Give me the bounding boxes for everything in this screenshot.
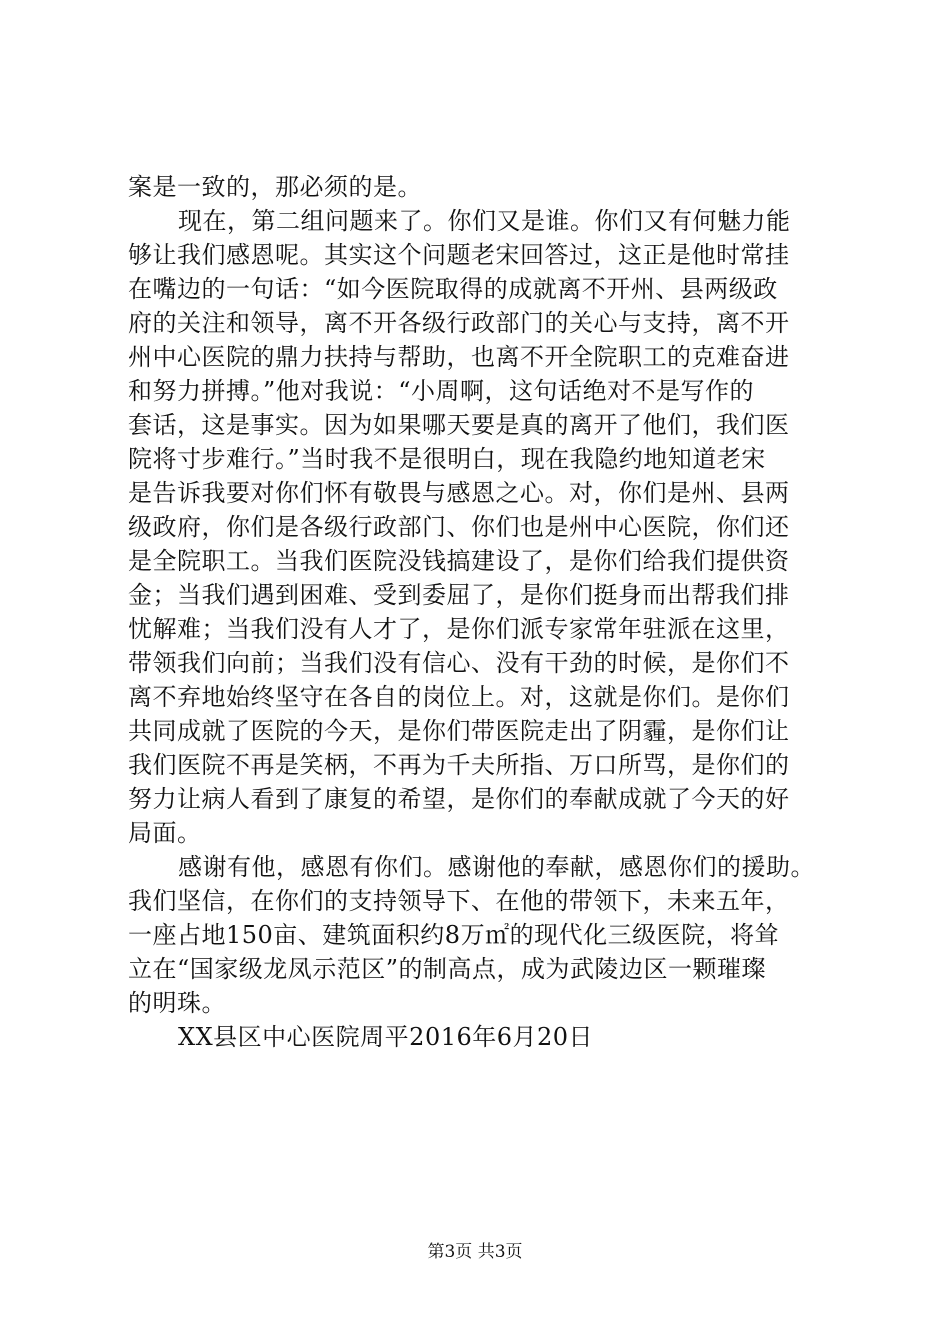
signature-line: XX县区中心医院周平2016年6月20日 (178, 1023, 594, 1051)
text-line: 立在“国家级龙凤示范区”的制高点，成为武陵边区一颗璀璨 (128, 955, 767, 983)
text-line: 够让我们感恩呢。其实这个问题老宋回答过，这正是他时常挂 (128, 241, 790, 269)
text-line: 忧解难；当我们没有人才了，是你们派专家常年驻派在这里， (128, 615, 790, 643)
text-line: 我们医院不再是笑柄，不再为千夫所指、万口所骂，是你们的 (128, 751, 790, 779)
text-line: 在嘴边的一句话：“如今医院取得的成就离不开州、县两级政 (128, 275, 778, 303)
text-line: 和努力拼搏。”他对我说：“小周啊，这句话绝对不是写作的 (128, 377, 755, 405)
text-line: 院将寸步难行。”当时我不是很明白，现在我隐约地知道老宋 (128, 445, 766, 473)
text-line: 级政府，你们是各级行政部门、你们也是州中心医院，你们还 (128, 513, 790, 541)
text-line: 努力让病人看到了康复的希望，是你们的奉献成就了今天的好 (128, 785, 790, 813)
text-line: 局面。 (128, 819, 202, 847)
text-line: 套话，这是事实。因为如果哪天要是真的离开了他们，我们医 (128, 411, 790, 439)
text-line: 州中心医院的鼎力扶持与帮助，也离不开全院职工的克难奋进 (128, 343, 790, 371)
text-line: 现在，第二组问题来了。你们又是谁。你们又有何魅力能 (178, 207, 791, 235)
text-line: 共同成就了医院的今天，是你们带医院走出了阴霾，是你们让 (128, 717, 790, 745)
text-line: 金；当我们遇到困难、受到委屈了，是你们挺身而出帮我们排 (128, 581, 790, 609)
page-footer: 第3页 共3页 (427, 1242, 523, 1262)
text-line: 我们坚信，在你们的支持领导下、在他的带领下，未来五年， (128, 887, 790, 915)
text-line: 的明珠。 (128, 989, 226, 1017)
document-body (128, 170, 848, 1054)
text-line: 案是一致的，那必须的是。 (128, 173, 422, 201)
text-line: 感谢有他，感恩有你们。感谢他的奉献，感恩你们的援助。 (178, 853, 815, 881)
text-line: 带领我们向前；当我们没有信心、没有干劲的时候，是你们不 (128, 649, 790, 677)
text-line: 是全院职工。当我们医院没钱搞建设了，是你们给我们提供资 (128, 547, 790, 575)
text-line: 一座占地150亩、建筑面积约8万㎡的现代化三级医院，将耸 (128, 921, 780, 949)
text-line: 府的关注和领导，离不开各级行政部门的关心与支持，离不开 (128, 309, 790, 337)
text-line: 是告诉我要对你们怀有敬畏与感恩之心。对，你们是州、县两 (128, 479, 790, 507)
text-line: 离不弃地始终坚守在各自的岗位上。对，这就是你们。是你们 (128, 683, 790, 711)
